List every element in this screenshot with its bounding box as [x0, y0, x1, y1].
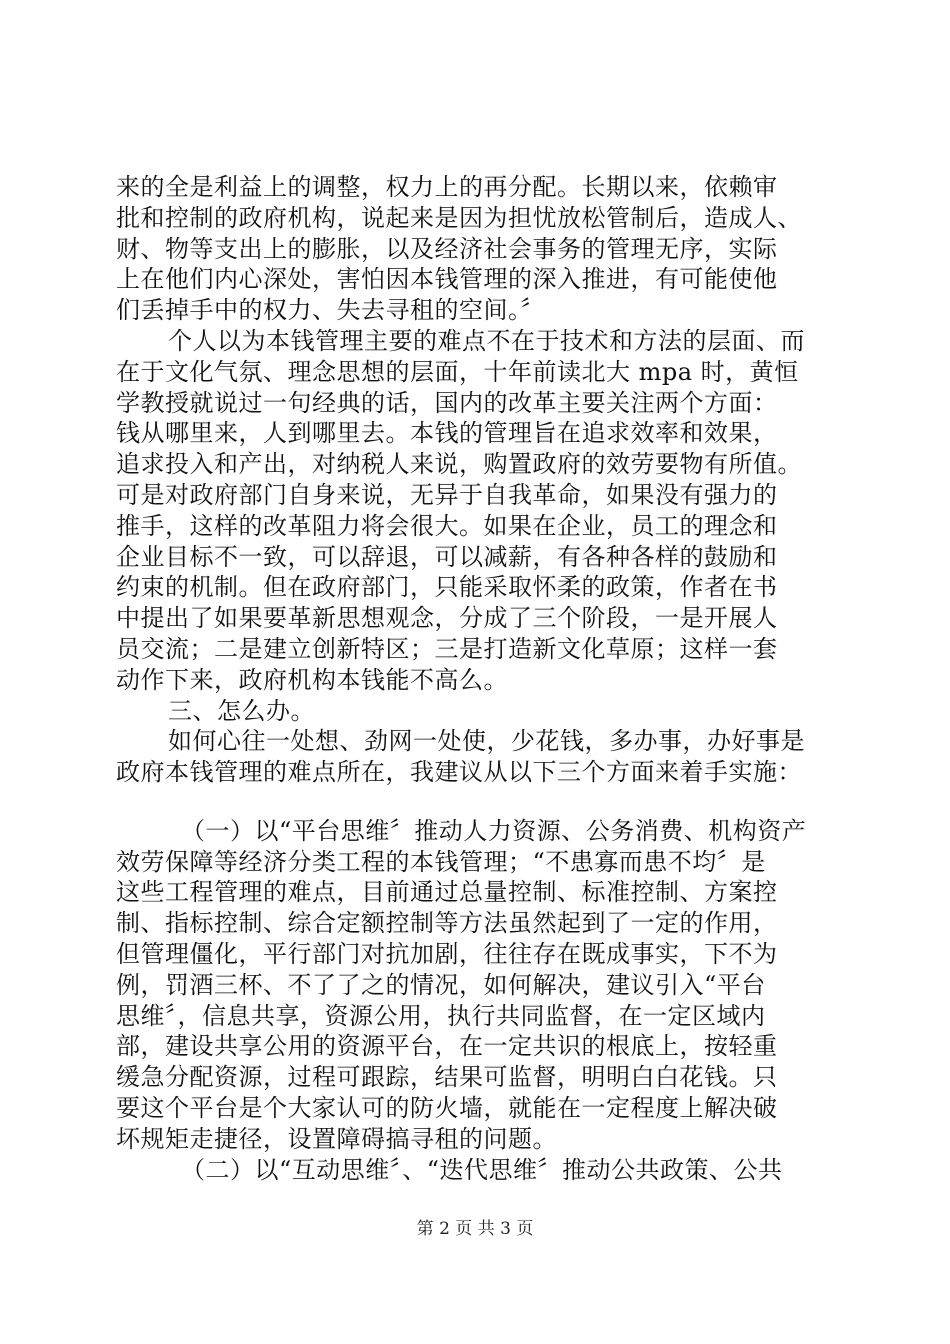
text-line: 在于文化气氛、理念思想的层面，十年前读北大 mpa 时，黄恒 [116, 357, 799, 386]
text-line: 中提出了如果要革新思想观念，分成了三个阶段，一是开展人 [116, 604, 778, 633]
text-line: 追求投入和产出，对纳税人来说，购置政府的效劳要物有所值。 [116, 450, 802, 479]
text-line: 动作下来，政府机构本钱能不高么。 [116, 665, 508, 694]
subsection-start-line: （一）以“平台思维〞推动人力资源、公务消费、机构资产 [181, 816, 807, 845]
text-line: 思维〞，信息共享，资源公用，执行共同监督，在一定区域内 [116, 1001, 766, 1030]
text-line: 坏规矩走捷径，设置障碍搞寻租的问题。 [116, 1124, 557, 1153]
paragraph-start-line: 个人以为本钱管理主要的难点不在于技术和方法的层面、而 [168, 327, 805, 355]
text-line: 上在他们内心深处，害怕因本钱管理的深入推进，有可能使他 [116, 265, 778, 294]
text-line: 效劳保障等经济分类工程的本钱管理；“不患寡而患不均〞是 [116, 847, 766, 876]
text-line: 部，建设共享公用的资源平台，在一定共识的根底上，按轻重 [116, 1032, 778, 1061]
text-line: 员交流；二是建立创新特区；三是打造新文化草原；这样一套 [116, 635, 778, 663]
text-line: 但管理僵化，平行部门对抗加剧，往往存在既成事实，下不为 [116, 939, 778, 968]
subsection-start-line: （二）以“互动思维〞、“迭代思维〞推动公共政策、公共 [181, 1155, 783, 1184]
text-line: 可是对政府部门自身来说，无异于自我革命，如果没有强力的 [116, 481, 778, 509]
text-line: 们丢掉手中的权力、失去寻租的空间。〞 [116, 296, 545, 325]
text-line: 这些工程管理的难点，目前通过总量控制、标准控制、方案控 [116, 878, 778, 907]
text-line: 制、指标控制、综合定额控制等方法虽然起到了一定的作用， [116, 909, 778, 938]
paragraph-start-line: 如何心往一处想、劲网一处使，少花钱，多办事，办好事是 [168, 727, 805, 756]
text-line: 钱从哪里来，人到哪里去。本钱的管理旨在追求效率和效果， [116, 419, 778, 448]
text-line: 例，罚酒三杯、不了了之的情况，如何解决，建议引入“平台 [116, 970, 766, 999]
page-footer: 第 2 页 共 3 页 [416, 1219, 534, 1239]
text-line: 来的全是利益上的调整，权力上的再分配。长期以来，依赖审 [116, 173, 778, 201]
section-heading: 三、怎么办。 [168, 696, 315, 725]
text-line: 政府本钱管理的难点所在，我建议从以下三个方面来着手实施： [116, 758, 802, 787]
text-line: 批和控制的政府机构，说起来是因为担忧放松管制后，造成人、 [116, 203, 802, 232]
text-line: 学教授就说过一句经典的话，国内的改革主要关注两个方面： [116, 388, 778, 417]
text-line: 缓急分配资源，过程可跟踪，结果可监督，明明白白花钱。只 [116, 1063, 778, 1092]
text-line: 约束的机制。但在政府部门，只能采取怀柔的政策，作者在书 [116, 573, 778, 602]
text-line: 财、物等支出上的膨胀，以及经济社会事务的管理无序，实际 [116, 234, 778, 263]
text-line: 要这个平台是个大家认可的防火墙，就能在一定程度上解决破 [116, 1093, 778, 1122]
text-line: 推手，这样的改革阻力将会很大。如果在企业，员工的理念和 [116, 511, 778, 540]
text-line: 企业目标不一致，可以辞退，可以减薪，有各种各样的鼓励和 [116, 542, 778, 571]
